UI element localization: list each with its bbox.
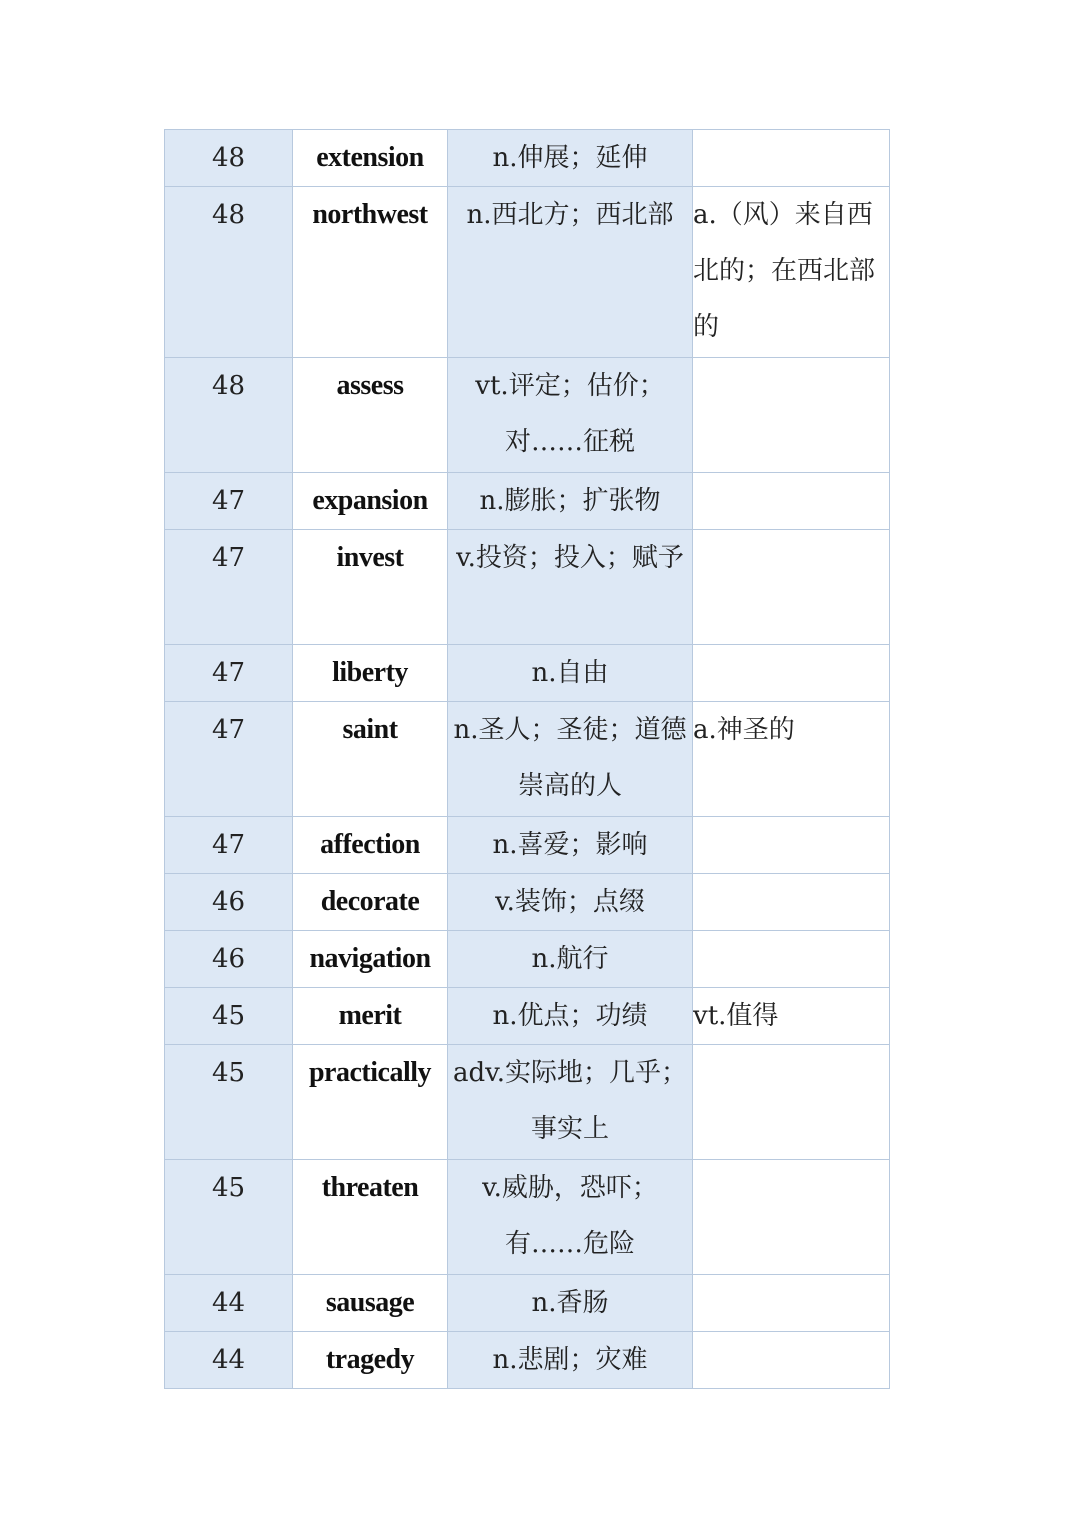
extra-definition-cell: vt.值得 xyxy=(693,988,890,1045)
table-row xyxy=(165,187,890,358)
definition-cell: v.装饰；点缀 xyxy=(448,874,693,931)
frequency-cell: 47 xyxy=(165,473,293,530)
word-cell: extension xyxy=(293,130,448,187)
extra-definition-cell xyxy=(693,817,890,874)
frequency-cell: 48 xyxy=(165,187,293,358)
word-cell: threaten xyxy=(293,1160,448,1275)
extra-definition-cell xyxy=(693,1332,890,1389)
definition-cell: n.喜爱；影响 xyxy=(448,817,693,874)
word-cell: practically xyxy=(293,1045,448,1160)
definition-cell: n.自由 xyxy=(448,645,693,702)
definition-cell: v.威胁，恐吓；有……危险 xyxy=(448,1160,693,1275)
table-row xyxy=(165,358,890,473)
frequency-cell: 48 xyxy=(165,130,293,187)
definition-cell: v.投资；投入；赋予 xyxy=(448,530,693,645)
word-cell: liberty xyxy=(293,645,448,702)
frequency-cell: 48 xyxy=(165,358,293,473)
definition-cell: vt.评定；估价；对……征税 xyxy=(448,358,693,473)
table-row xyxy=(165,1160,890,1275)
vocabulary-table xyxy=(164,129,890,1389)
word-cell: northwest xyxy=(293,187,448,358)
word-cell: expansion xyxy=(293,473,448,530)
definition-cell: n.伸展；延伸 xyxy=(448,130,693,187)
table-row xyxy=(165,702,890,817)
table-row xyxy=(165,817,890,874)
word-cell: tragedy xyxy=(293,1332,448,1389)
definition-cell: n.西北方；西北部 xyxy=(448,187,693,358)
table-row xyxy=(165,1332,890,1389)
frequency-cell: 45 xyxy=(165,1160,293,1275)
extra-definition-cell xyxy=(693,358,890,473)
word-cell: assess xyxy=(293,358,448,473)
extra-definition-cell xyxy=(693,1160,890,1275)
frequency-cell: 47 xyxy=(165,702,293,817)
extra-definition-cell: a.神圣的 xyxy=(693,702,890,817)
extra-definition-cell xyxy=(693,874,890,931)
frequency-cell: 47 xyxy=(165,530,293,645)
extra-definition-cell xyxy=(693,1045,890,1160)
table-row xyxy=(165,931,890,988)
word-cell: navigation xyxy=(293,931,448,988)
word-cell: saint xyxy=(293,702,448,817)
extra-definition-cell: a.（风）来自西北的；在西北部的 xyxy=(693,187,890,358)
frequency-cell: 45 xyxy=(165,1045,293,1160)
table-row xyxy=(165,530,890,645)
table-row xyxy=(165,988,890,1045)
frequency-cell: 47 xyxy=(165,817,293,874)
definition-cell: n.优点；功绩 xyxy=(448,988,693,1045)
frequency-cell: 46 xyxy=(165,931,293,988)
definition-cell: n.航行 xyxy=(448,931,693,988)
definition-cell: n.圣人；圣徒；道德崇高的人 xyxy=(448,702,693,817)
definition-cell: n.香肠 xyxy=(448,1275,693,1332)
frequency-cell: 47 xyxy=(165,645,293,702)
extra-definition-cell xyxy=(693,645,890,702)
extra-definition-cell xyxy=(693,130,890,187)
word-cell: sausage xyxy=(293,1275,448,1332)
definition-cell: adv.实际地；几乎；事实上 xyxy=(448,1045,693,1160)
table-row xyxy=(165,645,890,702)
word-cell: invest xyxy=(293,530,448,645)
word-cell: affection xyxy=(293,817,448,874)
table-row xyxy=(165,874,890,931)
table-row xyxy=(165,1275,890,1332)
table-row xyxy=(165,473,890,530)
extra-definition-cell xyxy=(693,931,890,988)
frequency-cell: 45 xyxy=(165,988,293,1045)
definition-cell: n.悲剧；灾难 xyxy=(448,1332,693,1389)
table-row xyxy=(165,1045,890,1160)
word-cell: decorate xyxy=(293,874,448,931)
frequency-cell: 44 xyxy=(165,1275,293,1332)
extra-definition-cell xyxy=(693,530,890,645)
extra-definition-cell xyxy=(693,1275,890,1332)
definition-cell: n.膨胀；扩张物 xyxy=(448,473,693,530)
frequency-cell: 46 xyxy=(165,874,293,931)
frequency-cell: 44 xyxy=(165,1332,293,1389)
table-row xyxy=(165,130,890,187)
extra-definition-cell xyxy=(693,473,890,530)
word-cell: merit xyxy=(293,988,448,1045)
